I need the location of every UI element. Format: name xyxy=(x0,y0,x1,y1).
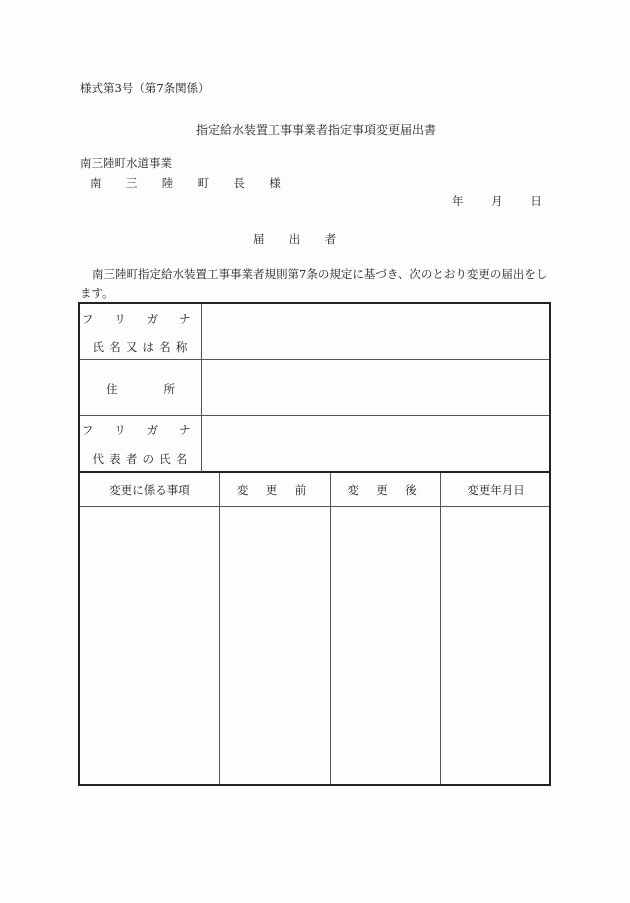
change-date-input[interactable] xyxy=(441,507,549,784)
date-field xyxy=(452,193,542,209)
representative-name-input[interactable] xyxy=(202,416,549,471)
header-change-date: 変更年月日 xyxy=(467,483,525,497)
after-change-input[interactable] xyxy=(331,507,440,784)
name-label: 氏名又は名称 xyxy=(92,340,193,354)
addressee-organization: 南三陸町水道事業 xyxy=(80,156,172,170)
header-change-item: 変更に係る事項 xyxy=(109,483,190,497)
name-furigana-label: フ リ ガ ナ xyxy=(81,312,200,326)
applicant-label: 届 出 者 xyxy=(253,232,347,246)
section-divider xyxy=(80,471,549,473)
address-input[interactable] xyxy=(202,360,549,415)
form-number: 様式第3号（第7条関係） xyxy=(80,81,210,95)
month-label: 月 xyxy=(491,194,503,208)
addressee-name: 南 三 陸 町 長 様 xyxy=(90,176,292,190)
header-after-change: 変 更 後 xyxy=(347,483,424,497)
representative-name-label: 代表者の氏名 xyxy=(92,452,193,466)
document-title: 指定給水装置工事事業者指定事項変更届出書 xyxy=(196,123,437,137)
year-label: 年 xyxy=(452,194,464,208)
body-text-line2: ます。 xyxy=(80,286,114,300)
address-label: 住 所 xyxy=(106,382,175,396)
day-label: 日 xyxy=(530,194,542,208)
before-change-input[interactable] xyxy=(220,507,330,784)
body-text-line1: 南三陸町指定給水装置工事事業者規則第7条の規定に基づき、次のとおり変更の届出をし xyxy=(92,267,548,281)
change-item-input[interactable] xyxy=(80,507,219,784)
name-input[interactable] xyxy=(202,304,549,359)
header-before-change: 変 更 前 xyxy=(236,483,314,497)
form-table xyxy=(78,302,551,786)
representative-furigana-label: フ リ ガ ナ xyxy=(81,423,200,437)
